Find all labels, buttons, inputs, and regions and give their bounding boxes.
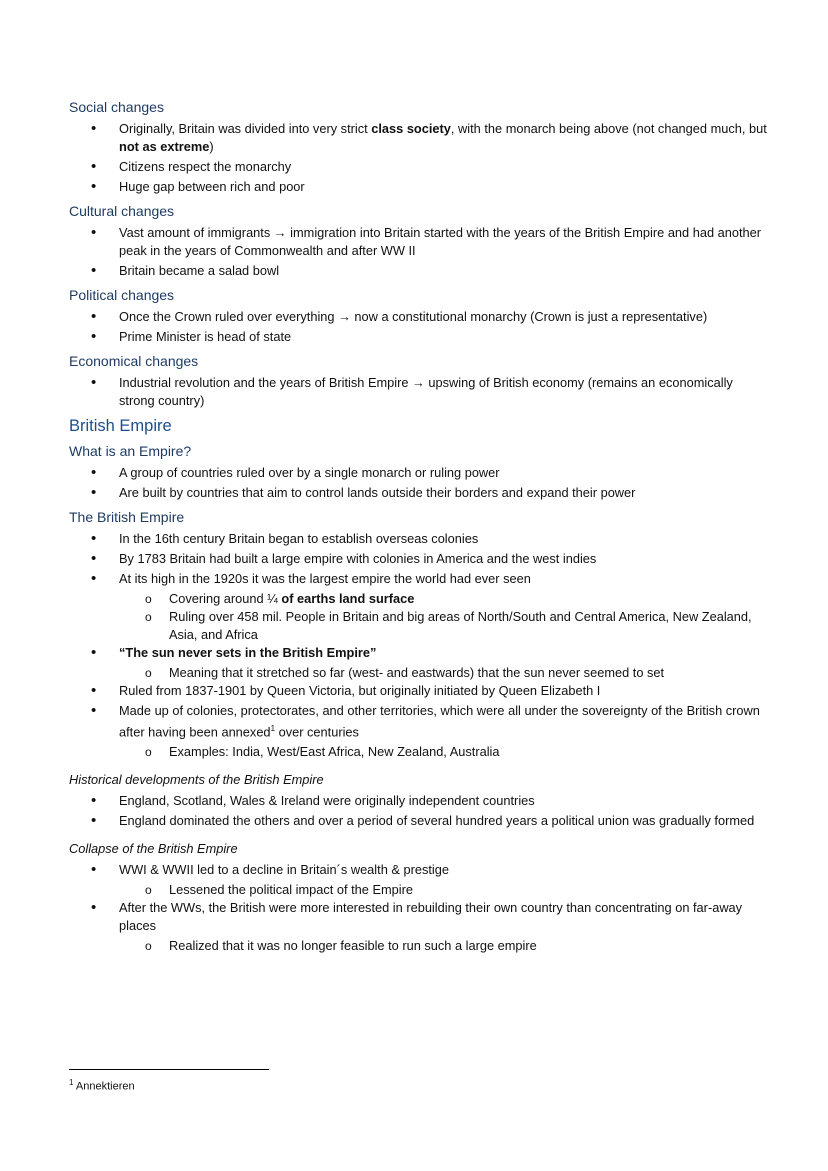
list-item: • By 1783 Britain had built a large empire with colonies in America and the west indies — [69, 550, 769, 568]
historical-section — [69, 771, 769, 830]
cultural-heading: Cultural changes — [69, 203, 175, 219]
collapse-list — [69, 861, 769, 955]
cultural-list — [69, 224, 769, 280]
political-list — [69, 308, 769, 346]
sub-list-item: o Covering around ¼ of earths land surface — [69, 590, 769, 608]
list-item: • “The sun never sets in the British Empire” — [69, 644, 769, 662]
list-item: • Are built by countries that aim to control lands outside their borders and expand their power — [69, 484, 769, 502]
cultural-section — [69, 202, 769, 280]
list-item: • Vast amount of immigrants → immigration into Britain started with the years of the British Empire and had another peak in the years of Commonwealth and after WW II — [69, 224, 769, 260]
what-list — [69, 464, 769, 502]
social-section — [69, 98, 769, 196]
political-heading: Political changes — [69, 287, 175, 303]
list-item: • Britain became a salad bowl — [69, 262, 769, 280]
sub-list-item: o Lessened the political impact of the Empire — [69, 881, 769, 899]
social-heading: Social changes — [69, 99, 164, 115]
document-page — [69, 98, 769, 961]
list-item: • England, Scotland, Wales & Ireland were originally independent countries — [69, 792, 769, 810]
list-item: • Originally, Britain was divided into very strict class society, with the monarch being above (not changed much, but not as extreme) — [69, 120, 769, 156]
sub-list-item: o Meaning that it stretched so far (west- and eastwards) that the sun never seemed to set — [69, 664, 769, 682]
what-section — [69, 442, 769, 502]
economical-list — [69, 374, 769, 410]
list-item: • In the 16th century Britain began to establish overseas colonies — [69, 530, 769, 548]
economical-heading: Economical changes — [69, 353, 199, 369]
list-item: • A group of countries ruled over by a single monarch or ruling power — [69, 464, 769, 482]
list-item: • England dominated the others and over a period of several hundred years a political union was gradually formed — [69, 812, 769, 830]
sub-list-item: o Realized that it was no longer feasible to run such a large empire — [69, 937, 769, 955]
list-item: • Ruled from 1837-1901 by Queen Victoria, but originally initiated by Queen Elizabeth I — [69, 682, 769, 700]
empire-title: British Empire — [69, 417, 172, 435]
list-item: • WWI & WWII led to a decline in Britain´s wealth & prestige — [69, 861, 769, 879]
social-list — [69, 120, 769, 196]
what-heading: What is an Empire? — [69, 443, 192, 459]
collapse-section — [69, 840, 769, 955]
list-item: • Made up of colonies, protectorates, and other territories, which were all under the sovereignty of the British crown after having been annexed$^1$ over centuries — [69, 702, 769, 741]
list-item: • Industrial revolution and the years of British Empire → upswing of British economy (remains an economically strong country) — [69, 374, 769, 410]
list-item: • Once the Crown ruled over everything → now a constitutional monarchy (Crown is just a representative) — [69, 308, 769, 326]
list-item: • Citizens respect the monarchy — [69, 158, 769, 176]
footnote-ref[interactable]: 1 — [270, 724, 276, 733]
sub-list-item: o Examples: India, West/East Africa, New Zealand, Australia — [69, 743, 769, 761]
list-item: • After the WWs, the British were more interested in rebuilding their own country than concentrating on far-away places — [69, 899, 769, 935]
sub-list-item: o Ruling over 458 mil. People in Britain and big areas of North/South and Central America, New Zealand, Asia, and Africa — [69, 608, 769, 644]
political-section — [69, 286, 769, 346]
list-item: • Prime Minister is head of state — [69, 328, 769, 346]
british-empire-heading: The British Empire — [69, 509, 185, 525]
british-empire-list — [69, 530, 769, 761]
list-item: • Huge gap between rich and poor — [69, 178, 769, 196]
footnote: $^1$ Annektieren — [69, 1078, 135, 1093]
collapse-heading: Collapse of the British Empire — [69, 841, 238, 857]
british-empire-section — [69, 508, 769, 761]
footnote-divider — [69, 1069, 269, 1070]
historical-heading: Historical developments of the British Empire — [69, 772, 324, 788]
economical-section — [69, 352, 769, 410]
list-item: • At its high in the 1920s it was the largest empire the world had ever seen — [69, 570, 769, 588]
historical-list — [69, 792, 769, 830]
